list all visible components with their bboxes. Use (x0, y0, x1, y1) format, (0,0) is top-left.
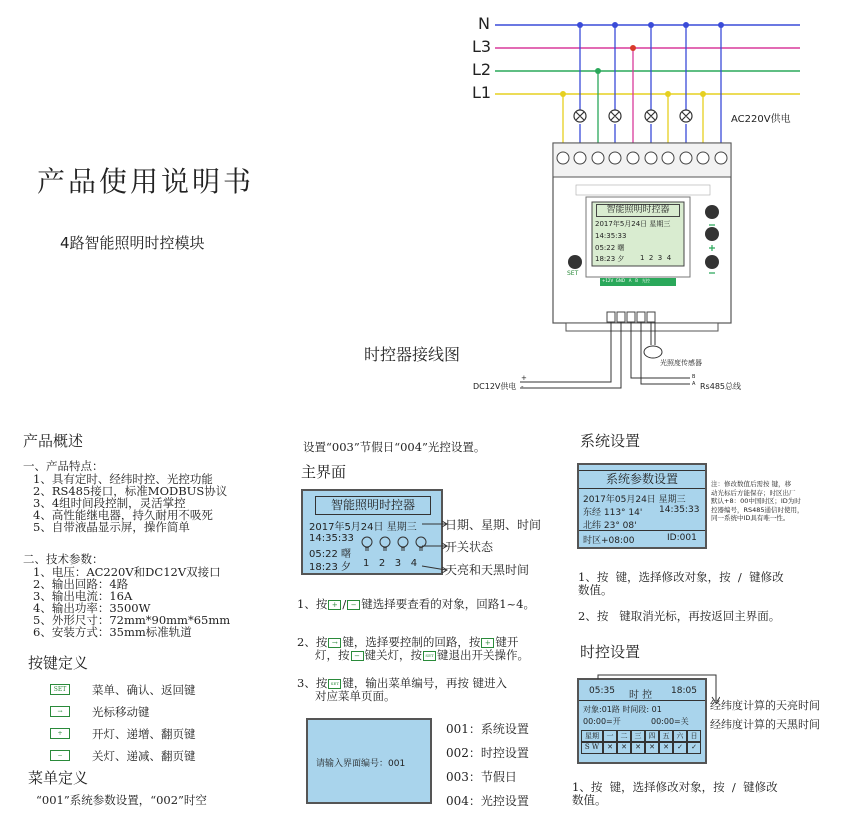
set-key-icon: SET (328, 679, 341, 689)
timer-ann-rise: 经纬度计算的天亮时间 (710, 699, 820, 712)
line-label-n: N (478, 14, 490, 33)
timer-annotation-arrows (590, 673, 720, 733)
timer-lcd-sunset: 18:05 (671, 686, 697, 696)
key-row (50, 701, 196, 723)
features-heading: 一、产品特点： (23, 459, 104, 473)
system-step-1: 1、按 键，选择修改对象，按 / 键修改 (578, 570, 784, 584)
main-lcd-time: 14:35:33 (309, 533, 354, 544)
device-screen-sunset: 18:23 夕 (595, 255, 625, 263)
menu-def-text: “001”系统参数设置，“002”时空 (36, 793, 207, 807)
system-lcd-date: 2017年05月24日 星期三 (583, 495, 686, 505)
tech-item: 4、输出功率：3500W (33, 601, 151, 615)
timer-lcd-on: 00:00=开 (583, 717, 621, 726)
dc-plus: + (521, 374, 527, 382)
rs485-a-mark: A (692, 381, 696, 387)
menu-list (446, 717, 529, 813)
feature-item: 1、具有定时、经纬时控、光控功能 (33, 472, 213, 486)
menu-item: 002：时控设置 (446, 746, 529, 760)
main-lcd-title: 智能照明时控器 (315, 496, 431, 515)
tech-item: 6、安装方式：35mm标准轨道 (33, 625, 192, 639)
system-lcd-title: 系统参数设置 (579, 470, 705, 489)
menu-item: 001：系统设置 (446, 722, 529, 736)
timer-lcd-mode: 时 控 (629, 690, 653, 701)
tech-item: 2、输出回路：4路 (33, 577, 129, 591)
key-row (50, 723, 196, 745)
feature-item: 3、4组时间段控制，灵活掌控 (33, 496, 186, 510)
system-note: 注：修改数值后需按 键，移 动光标后方能保存；时区出厂 默认+8：00中国时区；ID为时 控器编号，RS485通信时使用， 同一系统中ID具有唯一性。 (711, 480, 804, 522)
sensor-label: 光照度传感器 (660, 359, 702, 367)
menu-item: 003：节假日 (446, 770, 517, 784)
key-row (50, 745, 196, 767)
device-screen (592, 202, 684, 266)
keys-heading: 按键定义 (28, 654, 89, 672)
rs485-label: Rs485总线 (700, 382, 741, 391)
wiring-diagram (440, 0, 860, 400)
system-lcd-id: ID:001 (667, 533, 697, 543)
key-row (50, 679, 196, 701)
input-screen-lcd (306, 718, 432, 804)
line-label-l2: L2 (472, 60, 492, 79)
arrow-key-icon: → (328, 638, 341, 648)
timer-step-1-cont: 数值。 (572, 793, 607, 807)
device-screen-title: 智能照明时控器 (596, 204, 680, 217)
key-desc: 关灯、递减、翻页键 (92, 749, 196, 763)
ann-sun: 天亮和天黑时间 (445, 563, 530, 577)
tech-item: 5、外形尺寸：72mm*90mm*65mm (33, 613, 231, 627)
main-lcd-nums: 1 2 3 4 (363, 558, 418, 569)
features-list (33, 473, 227, 533)
main-lcd-date: 2017年5月24日 星期三 (309, 522, 417, 533)
menu-def-text-cont: 设置“003”节假日“004”光控设置。 (303, 440, 486, 454)
device-screen-sunrise: 05:22 曙 (595, 244, 625, 252)
feature-item: 5、自带液晶显示屏，操作简单 (33, 520, 190, 534)
keys-list (50, 679, 196, 767)
menu-item: 004：光控设置 (446, 794, 529, 808)
timer-ann-set: 经纬度计算的天黑时间 (710, 718, 820, 731)
arrow-key-icon: → (50, 706, 70, 717)
feature-item: 4、高性能继电器，持久耐用不吸死 (33, 508, 213, 522)
main-screen-heading: 主界面 (301, 463, 347, 481)
timer-heading: 时控设置 (580, 643, 641, 661)
line-label-l1: L1 (472, 83, 492, 102)
device-screen-nums: 1 2 3 4 (640, 254, 672, 262)
main-step-2: 2、按 → 键，选择要控制的回路，按 + 键开 (297, 635, 519, 649)
set-key-icon: SET (50, 684, 70, 695)
minus-key-icon: − (347, 600, 360, 610)
minus-key-icon: − (351, 651, 364, 661)
main-step-2-cont: 灯，按 − 键关灯，按 SET 键退出开关操作。 (315, 648, 529, 662)
menu-def-heading: 菜单定义 (28, 769, 89, 787)
main-step-3-cont: 对应菜单页面。 (315, 689, 396, 703)
main-step-1: 1、按 + / − 键选择要查看的对象，回路1~4。 (297, 597, 535, 611)
device-screen-time: 14:35:33 (595, 232, 627, 240)
timer-step-1: 1、按 键，选择修改对象，按 / 键修改 (572, 780, 778, 794)
tech-item: 1、电压：AC220V和DC12V双接口 (33, 565, 221, 579)
overview-heading: 产品概述 (23, 432, 84, 450)
page-subtitle: 4路智能照明时控模块 (60, 234, 205, 252)
key-desc: 菜单、确认、返回键 (92, 683, 196, 697)
key-desc: 光标移动键 (92, 705, 150, 719)
tech-heading: 二、技术参数： (23, 552, 104, 566)
set-key-icon: SET (423, 651, 436, 661)
tech-list (33, 566, 230, 638)
terminal-strip-label: +12V GND A B 光控 (602, 278, 650, 283)
main-lcd-sunrise: 05:22 曙 (309, 549, 351, 560)
system-lcd-time: 14:35:33 (659, 505, 700, 515)
system-lcd-lat: 北纬 23° 08' (583, 521, 637, 531)
plus-key-icon: + (328, 600, 341, 610)
plus-key-icon: + (481, 638, 494, 648)
tech-item: 3、输出电流：16A (33, 589, 133, 603)
main-step-3: 3、按 SET 键，输出菜单编号，再按 键进入 (297, 676, 507, 690)
timer-lcd-obj: 对象:01路 时间段: 01 (583, 705, 662, 714)
minus-key-icon: − (50, 750, 70, 761)
system-step-1-cont: 数值。 (578, 583, 613, 597)
dc-minus: - (521, 383, 524, 391)
line-label-l3: L3 (472, 37, 492, 56)
system-step-2: 2、按 键取消光标，再按返回主界面。 (578, 609, 781, 623)
input-prompt: 请输入界面编号：001 (316, 759, 406, 769)
set-label: SET (567, 270, 579, 277)
timer-lcd-off: 00:00=关 (651, 717, 689, 726)
power-label: AC220V供电 (731, 114, 791, 125)
ann-date: 日期、星期、时间 (445, 518, 542, 532)
main-lcd-sunset: 18:23 夕 (309, 562, 351, 573)
rs485-b-mark: B (692, 374, 696, 380)
plus-key-icon: + (50, 728, 70, 739)
device-screen-date: 2017年5月24日 星期三 (595, 220, 671, 228)
timer-lcd-week-grid: 星期 一 二 三 四 五 六 日 S W ✕ ✕ ✕ ✕ ✕ ✓ ✓ (581, 730, 701, 754)
key-desc: 开灯、递增、翻页键 (92, 727, 196, 741)
dc-label: DC12V供电 (473, 382, 517, 391)
diagram-caption: 时控器接线图 (364, 345, 461, 364)
system-lcd (577, 463, 707, 549)
feature-item: 2、RS485接口，标准MODBUS协议 (33, 484, 228, 498)
system-lcd-tz: 时区+08:00 (583, 536, 635, 546)
page-title: 产品使用说明书 (37, 165, 255, 198)
timer-lcd-sunrise: 05:35 (589, 686, 615, 696)
system-heading: 系统设置 (580, 432, 641, 450)
ann-switch: 开关状态 (445, 540, 494, 554)
system-lcd-lon: 东经 113° 14' (583, 508, 643, 518)
